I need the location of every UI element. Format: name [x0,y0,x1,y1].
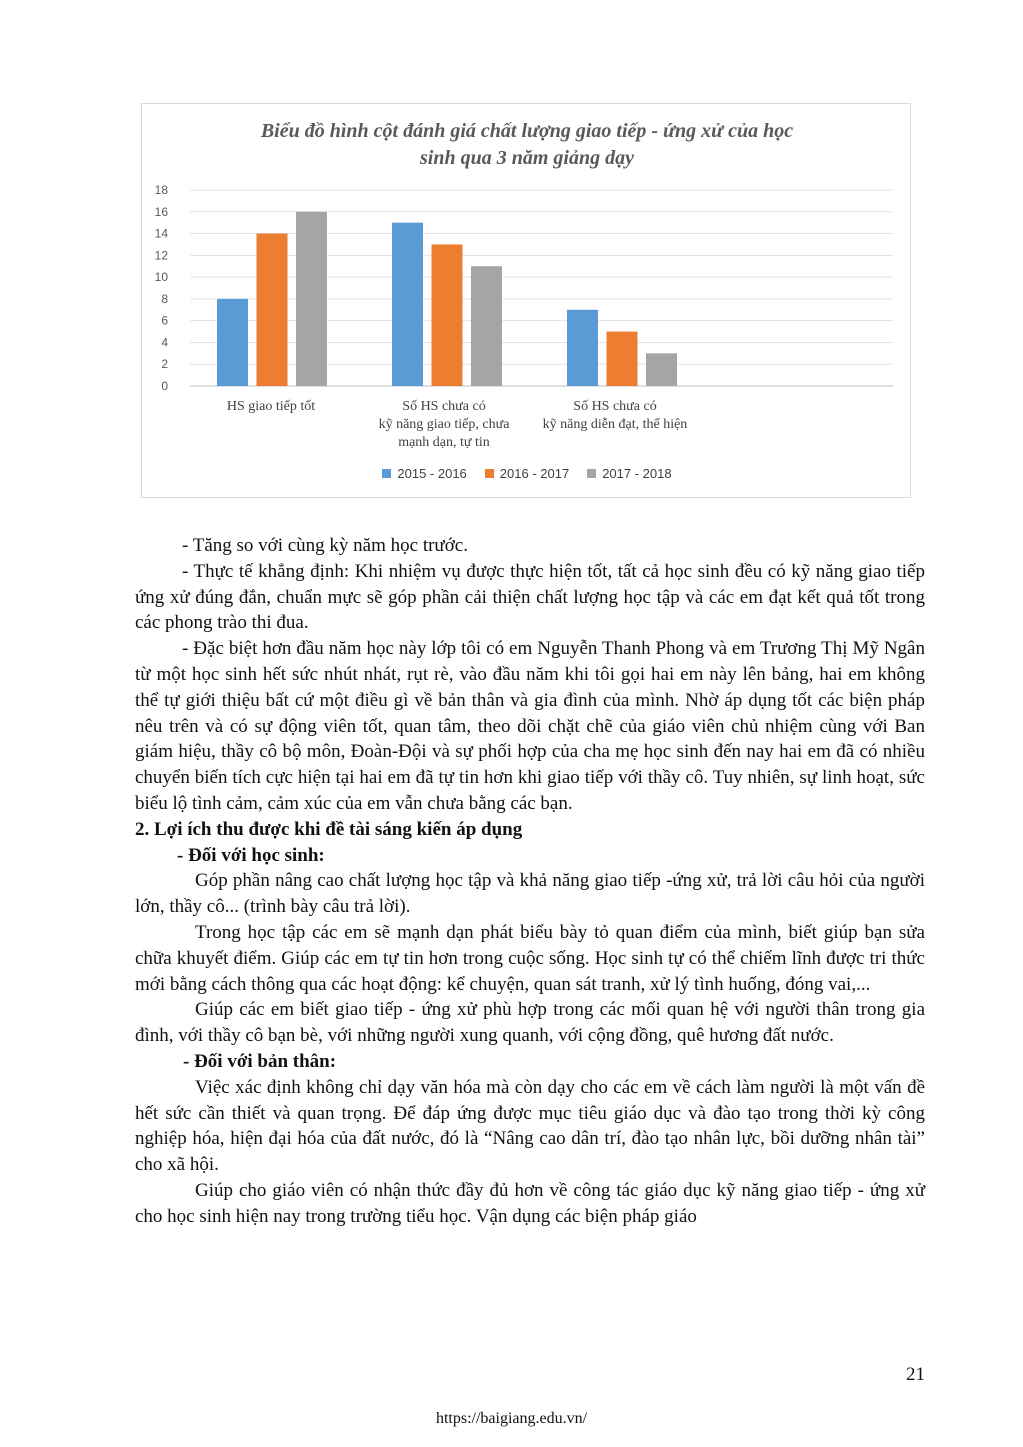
subsection-heading: - Đối với bản thân: [183,1050,337,1072]
footer-url[interactable]: https://baigiang.edu.vn/ [435,1410,588,1427]
paragraph: Giúp cho giáo viên có nhận thức đầy đủ hơn về công tác giáo dục kỹ năng giao tiếp - ứng xử cho học sinh hiện nay trong trường tiểu học. Vận dụng các biện pháp giáo [135,1179,925,1227]
bar-2-1 [257,234,288,386]
y-tick-label: 16 [154,204,168,219]
subsection-heading: - Đối với học sinh: [177,844,325,866]
bar-1-1 [217,299,248,386]
category-label-2-line-3: mạnh dạn, tự tin [398,435,490,450]
bar-3-2 [471,266,502,386]
bar-2-2 [432,244,463,386]
category-label-2 [354,398,534,452]
y-tick-label: 12 [154,248,168,263]
legend-label: 2016 - 2017 [499,466,570,481]
paragraph: - Tăng so với cùng kỳ năm học trước. [182,535,468,556]
y-tick-label: 14 [154,226,168,241]
legend-item-2015-2016 [382,466,466,481]
bar-1-3 [567,310,598,386]
legend-swatch [587,469,596,478]
paragraph: Việc xác định không chỉ dạy văn hóa mà còn dạy cho các em về cách làm người là một vấn đề hết sức cần thiết và quan trọng. Để đáp ứng được mục tiêu giáo dục và đào tạo trong thời kỳ công nghiệp hóa, hiện đại hóa của đất nước, đó là “Nâng cao dân trí, đào tạo nhân lực, bồi dưỡng nhân tài” cho xã hội. [135,1076,925,1176]
category-label-1 [181,398,361,416]
chart-legend [142,466,912,481]
y-tick-label: 4 [161,335,168,350]
paragraph: Trong học tập các em sẽ mạnh dạn phát biểu bày tỏ quan điểm của mình, biết giúp bạn sửa chữa khuyết điểm. Giúp các em tự tin hơn trong cuộc sống. Học sinh tự có thể chiếm lĩnh được tri thức mới bằng cách thông qua các hoạt động: kể chuyện, quan sát tranh, xử lý tình huống, đóng vai,... [135,921,925,995]
paragraph: - Đặc biệt hơn đầu năm học này lớp tôi có em Nguyễn Thanh Phong và em Trương Thị Mỹ Ngân từ một học sinh hết sức nhút nhát, rụt rè, vào đầu năm khi tôi gọi hai em này lên bảng, hai em không thể tự giới thiệu bất cứ một điều gì về bản thân và gia đình của mình. Nhờ áp dụng tốt các biện pháp nêu trên và có sự động viên tốt, quan tâm, theo dõi chặt chẽ của giáo viên chủ nhiệm cùng với Ban giám hiệu, thầy cô bộ môn, Đoàn-Đội và sự phối hợp của cha mẹ học sinh đến nay hai em đã có nhiều chuyển biến tích cực hiện tại hai em đã tự tin hơn khi giao tiếp với thầy cô. Tuy nhiên, sự linh hoạt, sức biểu lộ tình cảm, cảm xúc của em vẫn chưa bằng các bạn. [135,638,925,814]
bar-1-2 [392,223,423,386]
legend-item-2016-2017 [485,466,569,481]
paragraph: Giúp các em biết giao tiếp - ứng xử phù hợp trong các mối quan hệ với người thân trong gia đình, với thầy cô bạn bè, với những người xung quanh, với cộng đồng, quê hương đất nước. [135,999,925,1047]
page-number: 21 [906,1364,925,1385]
category-label-3-line-1: Số HS chưa có [573,399,657,414]
section-heading: 2. Lợi ích thu được khi đề tài sáng kiến áp dụng [135,818,523,840]
category-label-3 [525,398,705,434]
paragraph: - Thực tế khẳng định: Khi nhiệm vụ được thực hiện tốt, tất cả học sinh đều có kỹ năng giao tiếp ứng xử đúng đắn, chuẩn mực sẽ góp phần cải thiện chất lượng học tập và các em đạt kết quả tốt trong các phong trào thi đua. [135,560,925,634]
category-label-2-line-1: Số HS chưa có [402,399,486,414]
y-tick-label: 6 [161,313,168,328]
legend-item-2017-2018 [587,466,671,481]
legend-label: 2015 - 2016 [397,466,467,481]
category-label-3-line-2: kỹ năng diễn đạt, thể hiện [542,417,688,432]
legend-swatch [485,469,494,478]
legend-label: 2017 - 2018 [602,466,672,481]
y-tick-label: 18 [154,183,168,197]
chart-title-line-2: sinh qua 3 năm giảng dạy [420,147,634,169]
y-tick-label: 10 [154,270,168,285]
body-text [135,533,925,1230]
legend-swatch [382,469,391,478]
chart-title-line-1: Biểu đồ hình cột đánh giá chất lượng giao tiếp - ứng xử của học [260,120,794,142]
category-label-2-line-2: kỹ năng giao tiếp, chưa [378,417,510,432]
category-label-1-line-1: HS giao tiếp tốt [226,399,316,414]
bar-3-1 [296,212,327,386]
y-tick-label: 0 [161,379,168,393]
bar-3-3 [646,353,677,386]
bar-chart [141,103,911,498]
y-tick-label: 2 [161,357,168,372]
paragraph: Góp phần nâng cao chất lượng học tập và khả năng giao tiếp -ứng xử, trả lời câu hỏi của người lớn, thầy cô... (trình bày câu trả lời). [135,870,925,918]
bar-2-3 [607,332,638,386]
y-tick-label: 8 [161,291,168,306]
